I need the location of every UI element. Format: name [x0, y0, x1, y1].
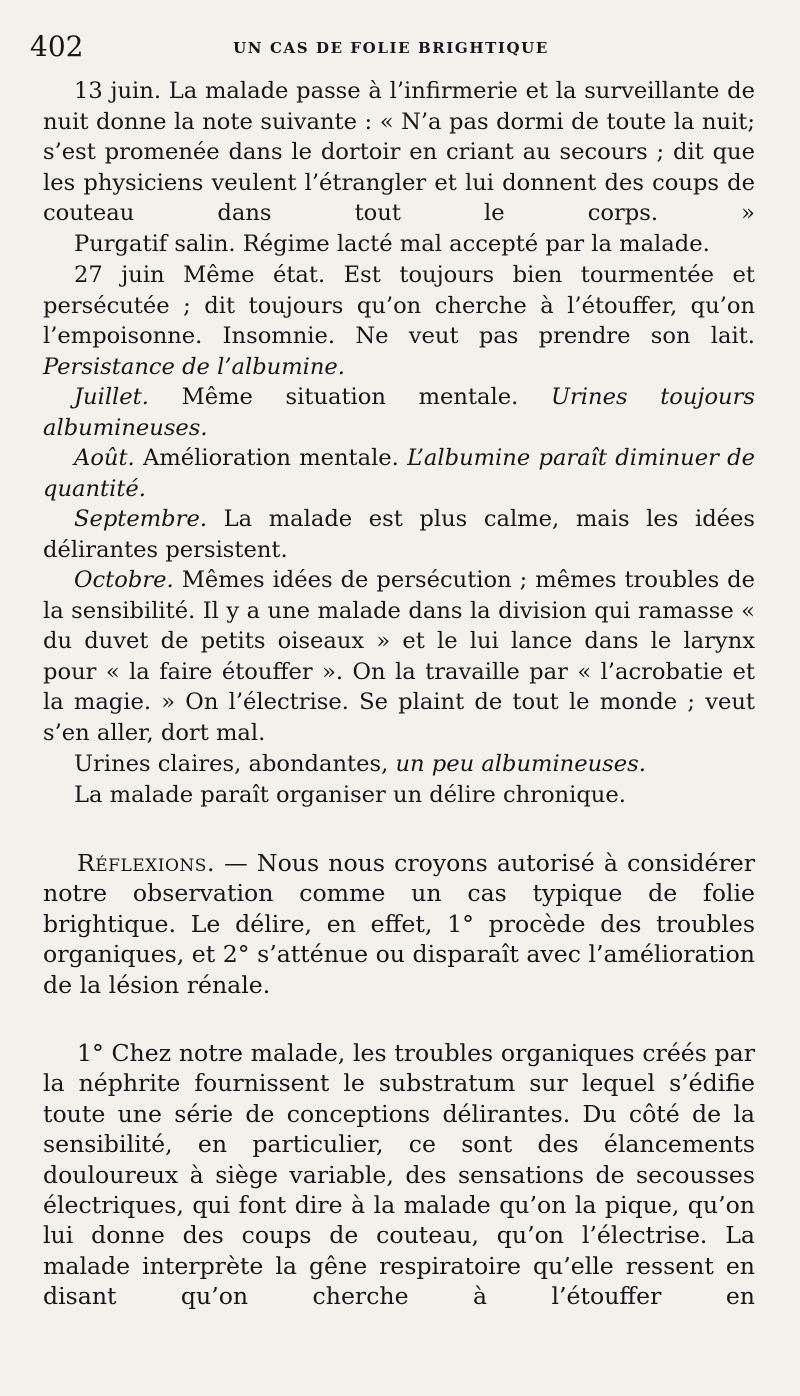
entry-urine	[43, 749, 755, 780]
entry-august	[43, 443, 755, 504]
entry-italic-note: Urines toujours albumineuses.	[43, 384, 755, 441]
entry-june-27	[43, 260, 755, 382]
entry-treatment: Purgatif salin. Régime lacté mal accepté par la malade.	[74, 231, 710, 257]
entry-text: Amélioration mentale.	[143, 445, 399, 471]
entry-date: Août.	[74, 445, 135, 471]
entry-text: Urines claires, abondantes,	[74, 751, 389, 777]
entry-italic-note: L’albumine paraît diminuer de quantité.	[43, 445, 755, 502]
entry-september	[43, 504, 755, 565]
page-number: 402	[30, 30, 84, 63]
entry-text: Même situation mentale.	[181, 384, 519, 410]
entry-final-note: La malade paraît organiser un délire chronique.	[74, 782, 626, 808]
entry-june-13	[43, 76, 755, 229]
reflections-heading: Réflexions.	[77, 849, 215, 877]
entry-italic-note: Persistance de l’albumine.	[43, 353, 345, 380]
running-title: UN CAS DE FOLIE BRIGHTIQUE	[233, 39, 549, 57]
entry-text: Mêmes idées de persécution ; mêmes troubles de la sensibilité. Il y a une malade dans la division qui ramasse « du duvet de petits oiseaux » et le lui lance dans le larynx pour « la faire étouffer ». On la travaille par « l’acrobatie et la magie. » On l’électrise. Se plaint de tout le monde ; veut s’en aller, dort mal.	[43, 567, 755, 746]
page-header	[30, 30, 752, 70]
entry-date: Septembre.	[74, 506, 208, 532]
entry-text: Même état. Est toujours bien tourmentée et persécutée ; dit toujours qu’on cherche à l’étouffer, qu’on l’empoisonne. Insomnie. Ne veut pas prendre son lait.	[43, 262, 755, 350]
entry-date: 27 juin	[74, 262, 165, 288]
reflections-text: — Nous nous croyons autorisé à considérer notre observation comme un cas typique de folie brightique. Le délire, en effet, 1° procède des troubles organiques, et 2° s’atténue ou disparaît avec l’amélioration de la lésion rénale.	[43, 849, 755, 999]
entry-date: Octobre.	[74, 567, 174, 593]
entry-italic-note: un peu albumineuses.	[395, 751, 646, 777]
entry-text: La malade passe à l’infirmerie et la surveillante de nuit donne la note suivante : « N’a pas dormi de toute la nuit; s’est promenée dans le dortoir en criant au secours ; dit que les physiciens veulent l’étrangler et lui donnent des coups de couteau dans tout le corps. »	[43, 78, 756, 227]
show-through-footer	[240, 1366, 770, 1381]
entry-july	[43, 382, 755, 443]
reflections-paragraph-2: 1° Chez notre malade, les troubles organiques créés par la néphrite fournissent le substratum sur lequel s’édifie toute une série de conceptions délirantes. Du côté de la sensibilité, en particulier, ce sont des élancements douloureux à siège variable, des sensations de secousses électriques, qui font dire à la malade qu’on la pique, qu’on lui donne des coups de couteau, qu’on l’électrise. La malade interprète la gêne respiratoire qu’elle ressent en disant qu’on cherche à l’étouffer en	[43, 1039, 755, 1311]
entry-date: 13 juin.	[74, 78, 162, 104]
reflections-paragraph-1	[43, 848, 755, 1000]
entry-date: Juillet.	[74, 384, 149, 410]
entry-text: La malade est plus calme, mais les idées délirantes persistent.	[43, 506, 756, 563]
entry-october	[43, 565, 755, 749]
